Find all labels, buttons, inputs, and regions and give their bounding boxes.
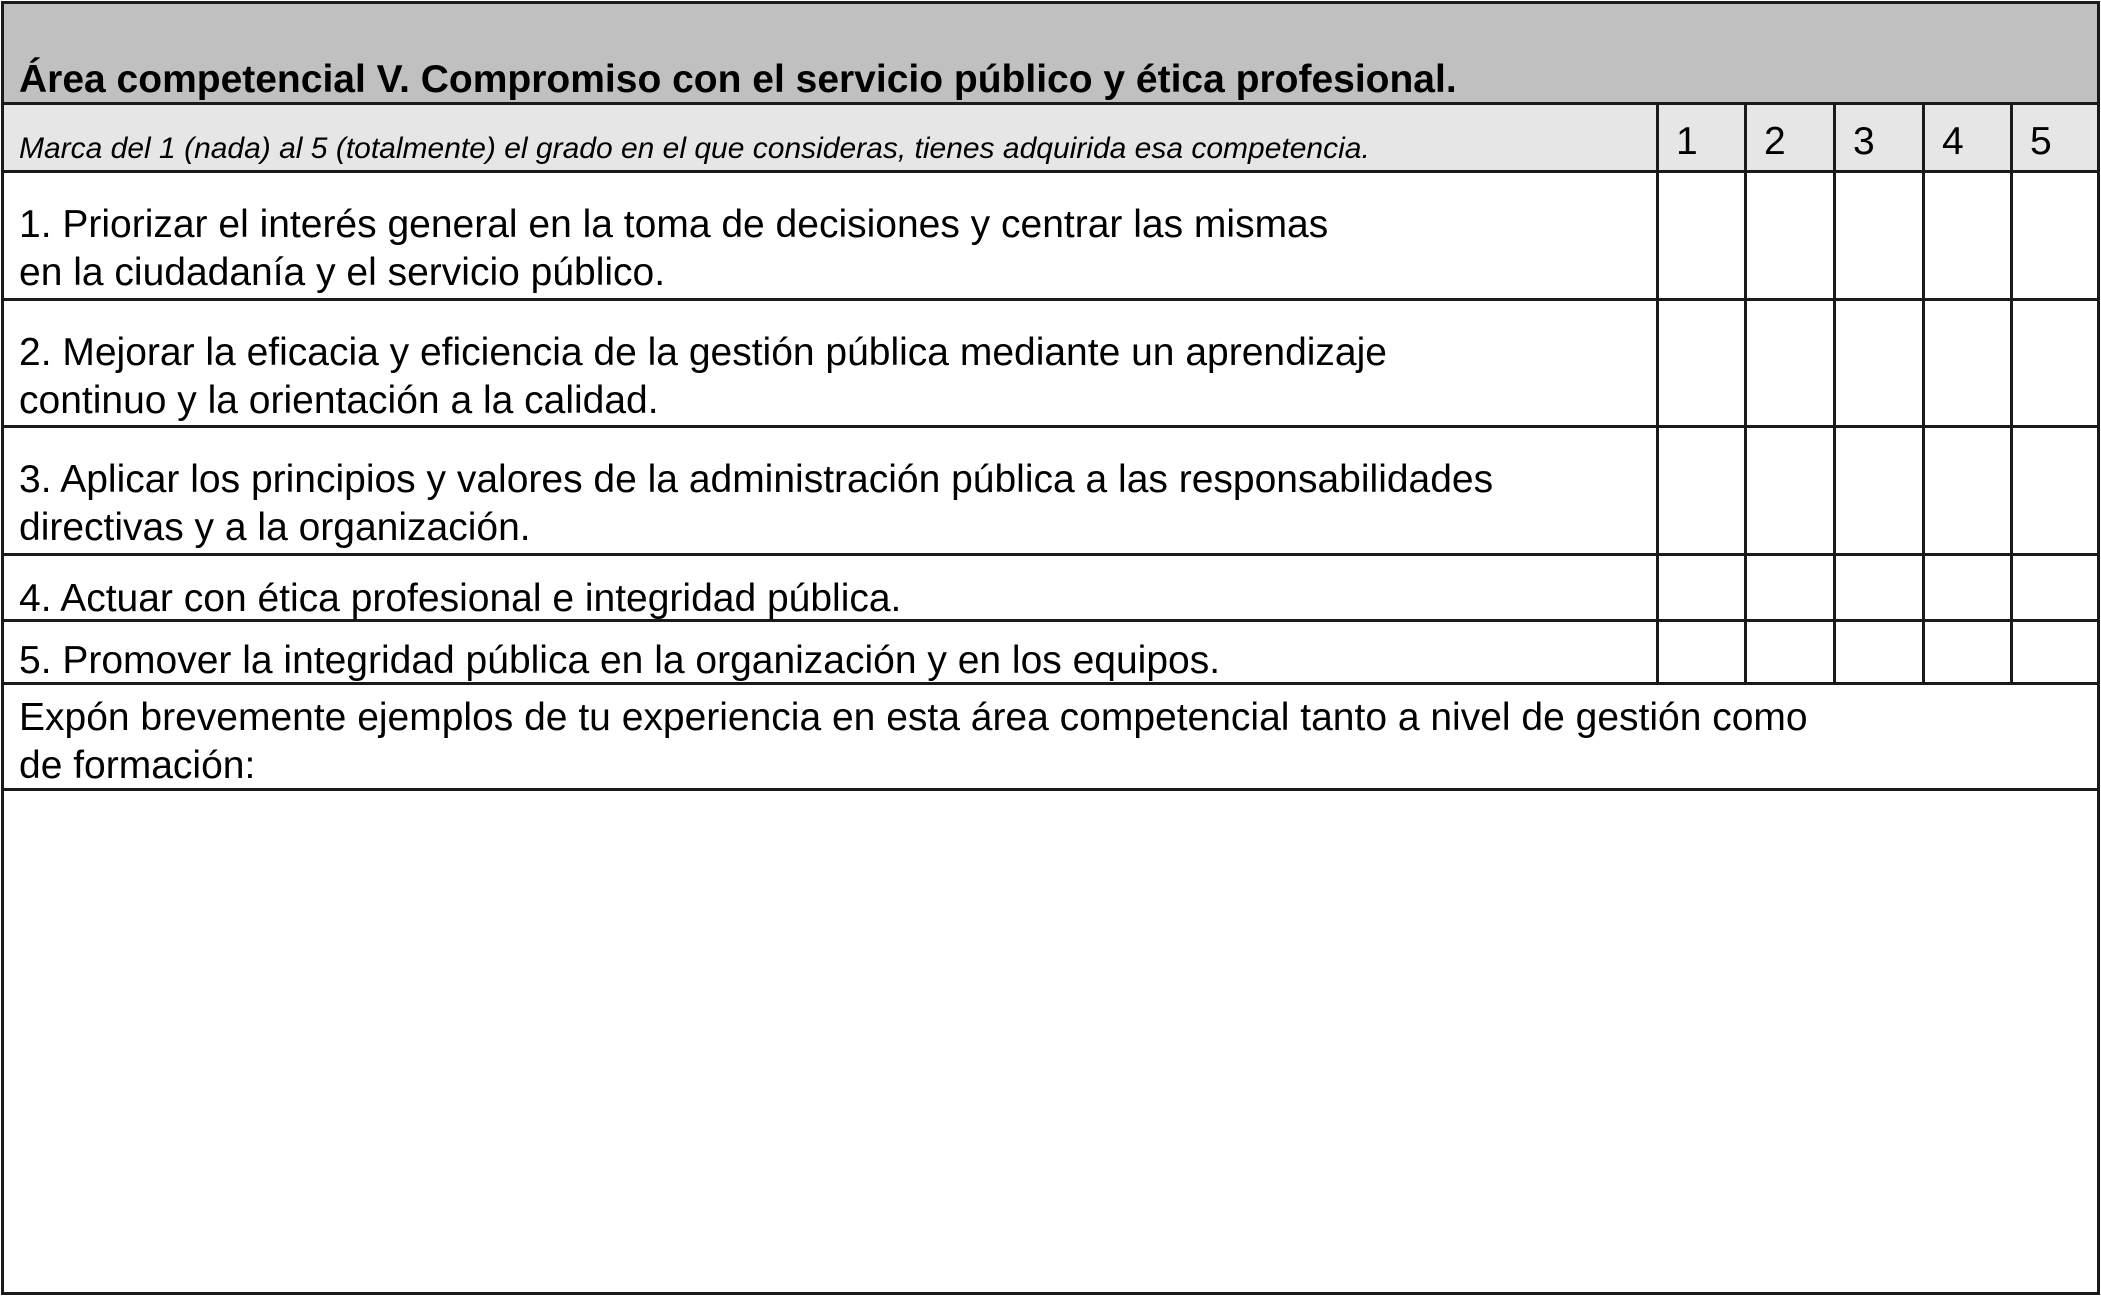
experience-prompt-row (4, 685, 2097, 791)
rating-cell-item1-2[interactable] (1747, 173, 1833, 298)
rating-cell-item2-1[interactable] (1659, 301, 1744, 425)
rating-cell-item5-2[interactable] (1747, 622, 1833, 682)
form-title: Área competencial V. Compromiso con el servicio público y ética profesional. (19, 58, 1457, 101)
rating-cell-item1-1[interactable] (1659, 173, 1744, 298)
instructions-text: Marca del 1 (nada) al 5 (totalmente) el grado en el que consideras, tienes adquirida esa competencia. (19, 132, 1370, 165)
rating-cell-item1-3[interactable] (1836, 173, 1922, 298)
scale-label-1: 1 (1676, 120, 1698, 163)
rating-cell-item3-3[interactable] (1836, 428, 1922, 553)
rating-cell-item4-3[interactable] (1836, 556, 1922, 619)
form-title-bar (4, 4, 2097, 105)
rating-cell-item4-1[interactable] (1659, 556, 1744, 619)
rating-cell-item1-5[interactable] (2013, 173, 2097, 298)
rating-cell-item1-4[interactable] (1925, 173, 2010, 298)
competency-form (1, 1, 2100, 1295)
item-text-line: 4. Actuar con ética profesional e integridad pública. (19, 577, 902, 620)
item-text-line: 2. Mejorar la eficacia y eficiencia de la gestión pública mediante un aprendizaje (19, 331, 1387, 374)
item-text-line: 1. Priorizar el interés general en la toma de decisiones y centrar las mismas (19, 203, 1329, 246)
experience-answer-field[interactable] (4, 791, 2097, 1292)
rating-cell-item3-2[interactable] (1747, 428, 1833, 553)
rating-cell-item3-1[interactable] (1659, 428, 1744, 553)
scale-label-4: 4 (1942, 120, 1964, 163)
experience-prompt-line: de formación: (19, 744, 256, 787)
rating-cell-item2-5[interactable] (2013, 301, 2097, 425)
scale-label-5: 5 (2030, 120, 2052, 163)
rating-cell-item5-3[interactable] (1836, 622, 1922, 682)
item-text-line: 5. Promover la integridad pública en la organización y en los equipos. (19, 639, 1221, 682)
rating-cell-item2-4[interactable] (1925, 301, 2010, 425)
item-text-line: 3. Aplicar los principios y valores de la administración pública a las responsabilidades (19, 458, 1494, 501)
rating-cell-item4-4[interactable] (1925, 556, 2010, 619)
rating-cell-item3-4[interactable] (1925, 428, 2010, 553)
item-text-line: continuo y la orientación a la calidad. (19, 379, 659, 422)
rating-cell-item5-5[interactable] (2013, 622, 2097, 682)
scale-label-2: 2 (1764, 120, 1786, 163)
rating-cell-item4-5[interactable] (2013, 556, 2097, 619)
rating-cell-item2-2[interactable] (1747, 301, 1833, 425)
rating-cell-item5-1[interactable] (1659, 622, 1744, 682)
experience-prompt-line: Expón brevemente ejemplos de tu experiencia en esta área competencial tanto a nivel de gestión como (19, 696, 1808, 739)
rating-cell-item4-2[interactable] (1747, 556, 1833, 619)
instructions-row (4, 105, 2097, 173)
scale-label-3: 3 (1853, 120, 1875, 163)
rating-cell-item5-4[interactable] (1925, 622, 2010, 682)
item-text-line: en la ciudadanía y el servicio público. (19, 251, 666, 294)
item-text-line: directivas y a la organización. (19, 506, 531, 549)
rating-cell-item2-3[interactable] (1836, 301, 1922, 425)
rating-cell-item3-5[interactable] (2013, 428, 2097, 553)
